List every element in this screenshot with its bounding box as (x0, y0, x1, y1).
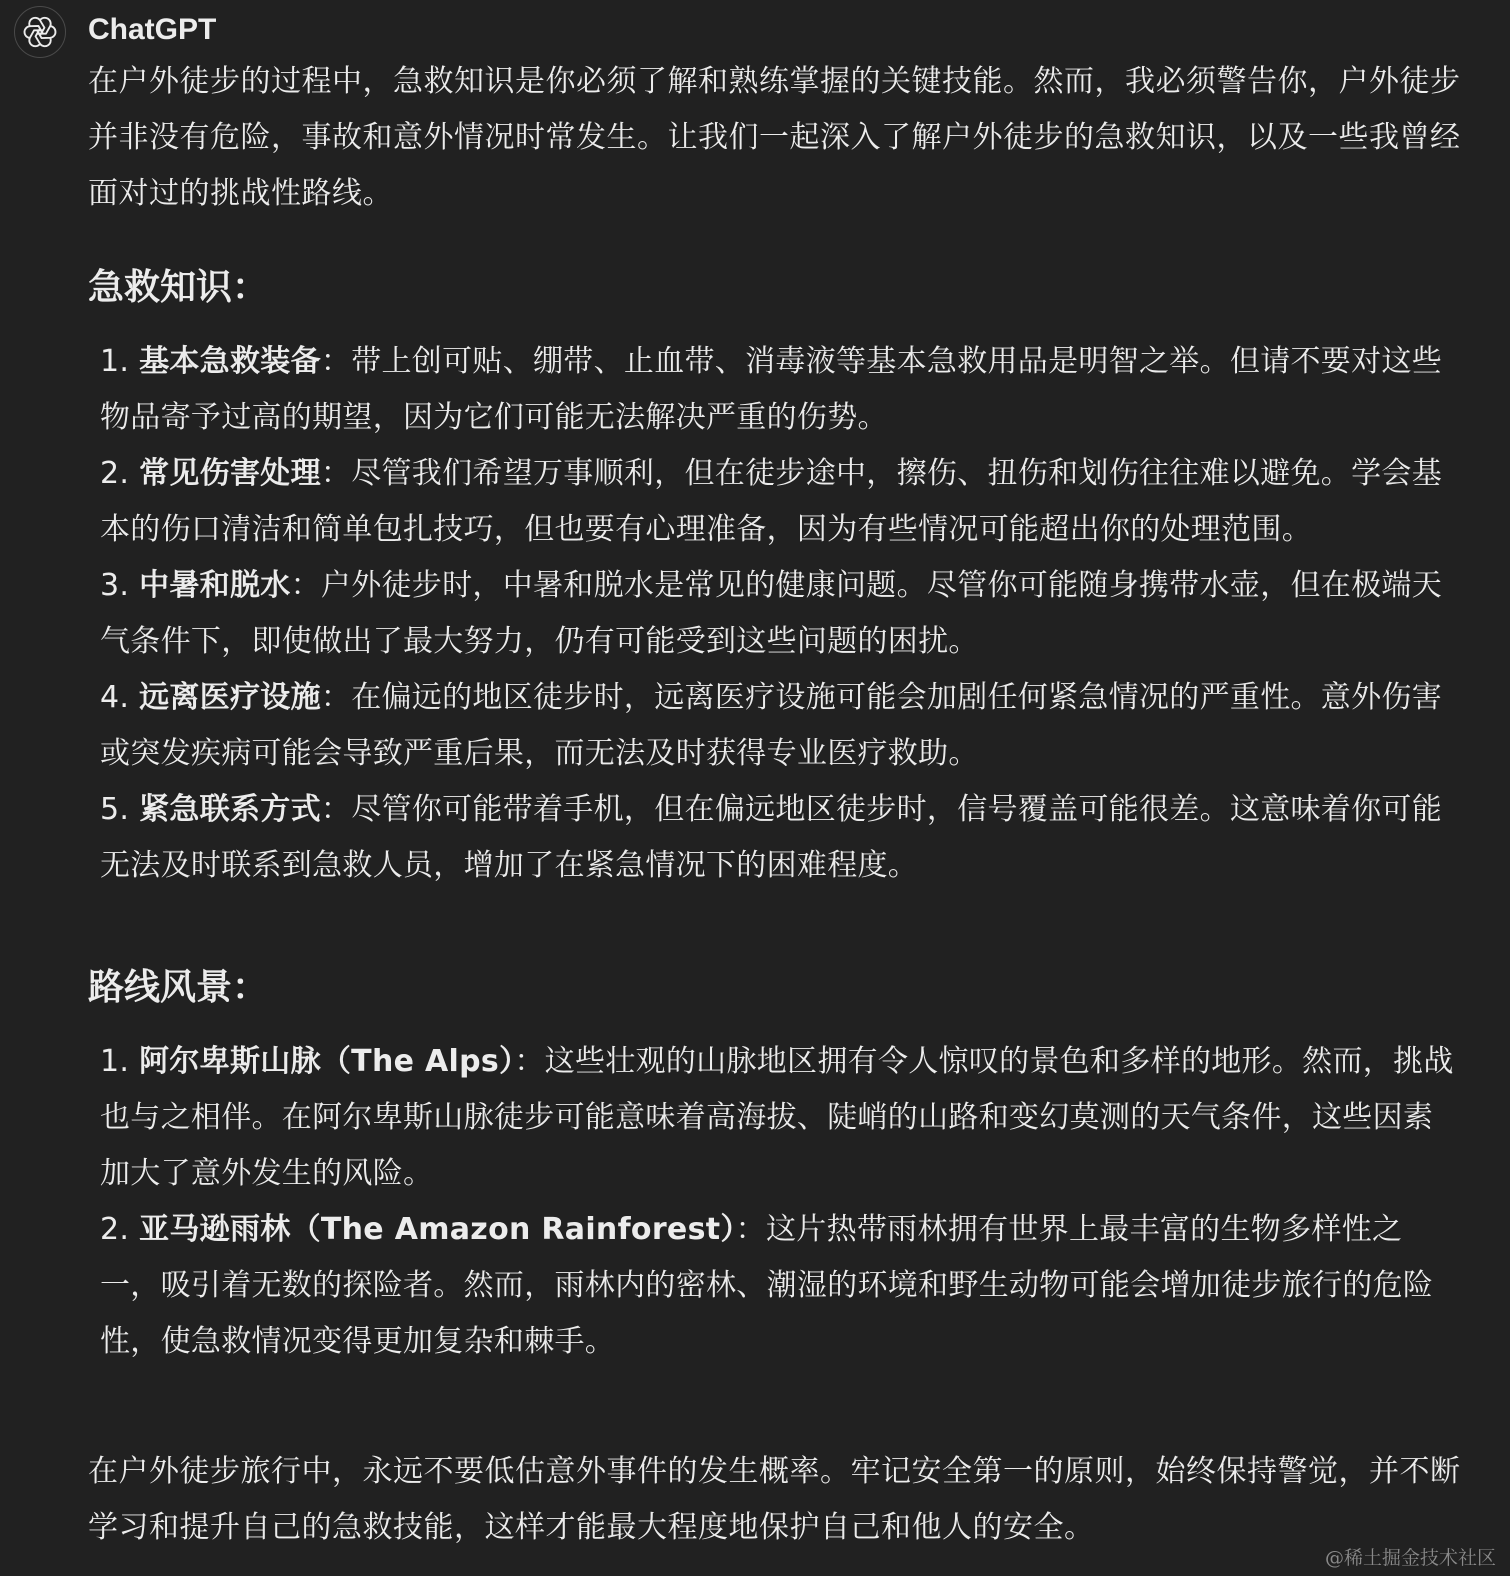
item-separator: ： (290, 568, 321, 603)
item-text: 这些壮观的山脉地区拥有令人惊叹的景色和多样的地形。然而，挑战也与之相伴。在阿尔卑斯山脉徒步可能意味着高海拔、陡峭的山路和变幻莫测的天气条件，这些因素加大了意外发生的风险。 (100, 1044, 1454, 1191)
message-content (88, 54, 1468, 1556)
section-heading-first-aid: 急救知识： (88, 267, 269, 308)
item-term: 常见伤害处理 (139, 456, 321, 491)
item-term: 基本急救装备 (139, 344, 321, 379)
item-term: 中暑和脱水 (139, 568, 291, 603)
item-number: 3. (100, 568, 130, 603)
item-text: 尽管我们希望万事顺利，但在徒步途中，擦伤、扭伤和划伤往往难以避免。学会基本的伤口清洁和简单包扎技巧，但也要有心理准备，因为有些情况可能超出你的处理范围。 (100, 456, 1443, 547)
item-text: 这片热带雨林拥有世界上最丰富的生物多样性之一，吸引着无数的探险者。然而，雨林内的密林、潮湿的环境和野生动物可能会增加徒步旅行的危险性，使急救情况变得更加复杂和棘手。 (100, 1212, 1434, 1359)
sender-name: ChatGPT (88, 13, 217, 46)
list-item (100, 1202, 1456, 1370)
item-separator: ： (320, 792, 352, 827)
item-number: 5. (100, 792, 130, 827)
item-term: 阿尔卑斯山脉（The Alps） (139, 1044, 515, 1079)
openai-logo-icon (23, 15, 57, 49)
item-number: 1. (100, 1044, 130, 1079)
first-aid-list (88, 334, 1456, 894)
list-item (100, 782, 1456, 894)
item-text: 带上创可贴、绷带、止血带、消毒液等基本急救用品是明智之举。但请不要对这些物品寄予过高的期望，因为它们可能无法解决严重的伤势。 (100, 344, 1443, 435)
intro-paragraph: 在户外徒步的过程中，急救知识是你必须了解和熟练掌握的关键技能。然而，我必须警告你，户外徒步并非没有危险，事故和意外情况时常发生。让我们一起深入了解户外徒步的急救知识，以及一些我曾经面对过的挑战性路线。 (88, 64, 1461, 211)
item-separator: ： (514, 1044, 545, 1079)
routes-list (88, 1034, 1456, 1370)
closing-paragraph: 在户外徒步旅行中，永远不要低估意外事件的发生概率。牢记安全第一的原则，始终保持警觉，并不断学习和提升自己的急救技能，这样才能最大程度地保护自己和他人的安全。 (88, 1454, 1461, 1545)
list-item (100, 558, 1456, 670)
item-text: 户外徒步时，中暑和脱水是常见的健康问题。尽管你可能随身携带水壶，但在极端天气条件下，即使做出了最大努力，仍有可能受到这些问题的困扰。 (100, 568, 1442, 659)
list-item (100, 670, 1456, 782)
list-item (100, 334, 1456, 446)
item-separator: ： (320, 456, 352, 491)
item-term: 远离医疗设施 (139, 680, 321, 715)
item-number: 2. (100, 456, 130, 491)
item-term: 亚马逊雨林（The Amazon Rainforest） (139, 1212, 736, 1247)
item-separator: ： (735, 1212, 766, 1247)
list-item (100, 446, 1456, 558)
item-separator: ： (320, 344, 352, 379)
item-text: 在偏远的地区徒步时，远离医疗设施可能会加剧任何紧急情况的严重性。意外伤害或突发疾病可能会导致严重后果，而无法及时获得专业医疗救助。 (100, 680, 1443, 771)
item-term: 紧急联系方式 (139, 792, 321, 827)
item-number: 1. (100, 344, 130, 379)
list-item (100, 1034, 1456, 1202)
watermark: @稀土掘金技术社区 (1324, 1547, 1496, 1569)
avatar (14, 6, 66, 58)
item-number: 4. (100, 680, 130, 715)
item-number: 2. (100, 1212, 130, 1247)
section-heading-routes: 路线风景： (88, 967, 269, 1008)
item-text: 尽管你可能带着手机，但在偏远地区徒步时，信号覆盖可能很差。这意味着你可能无法及时联系到急救人员，增加了在紧急情况下的困难程度。 (100, 792, 1443, 883)
item-separator: ： (320, 680, 352, 715)
